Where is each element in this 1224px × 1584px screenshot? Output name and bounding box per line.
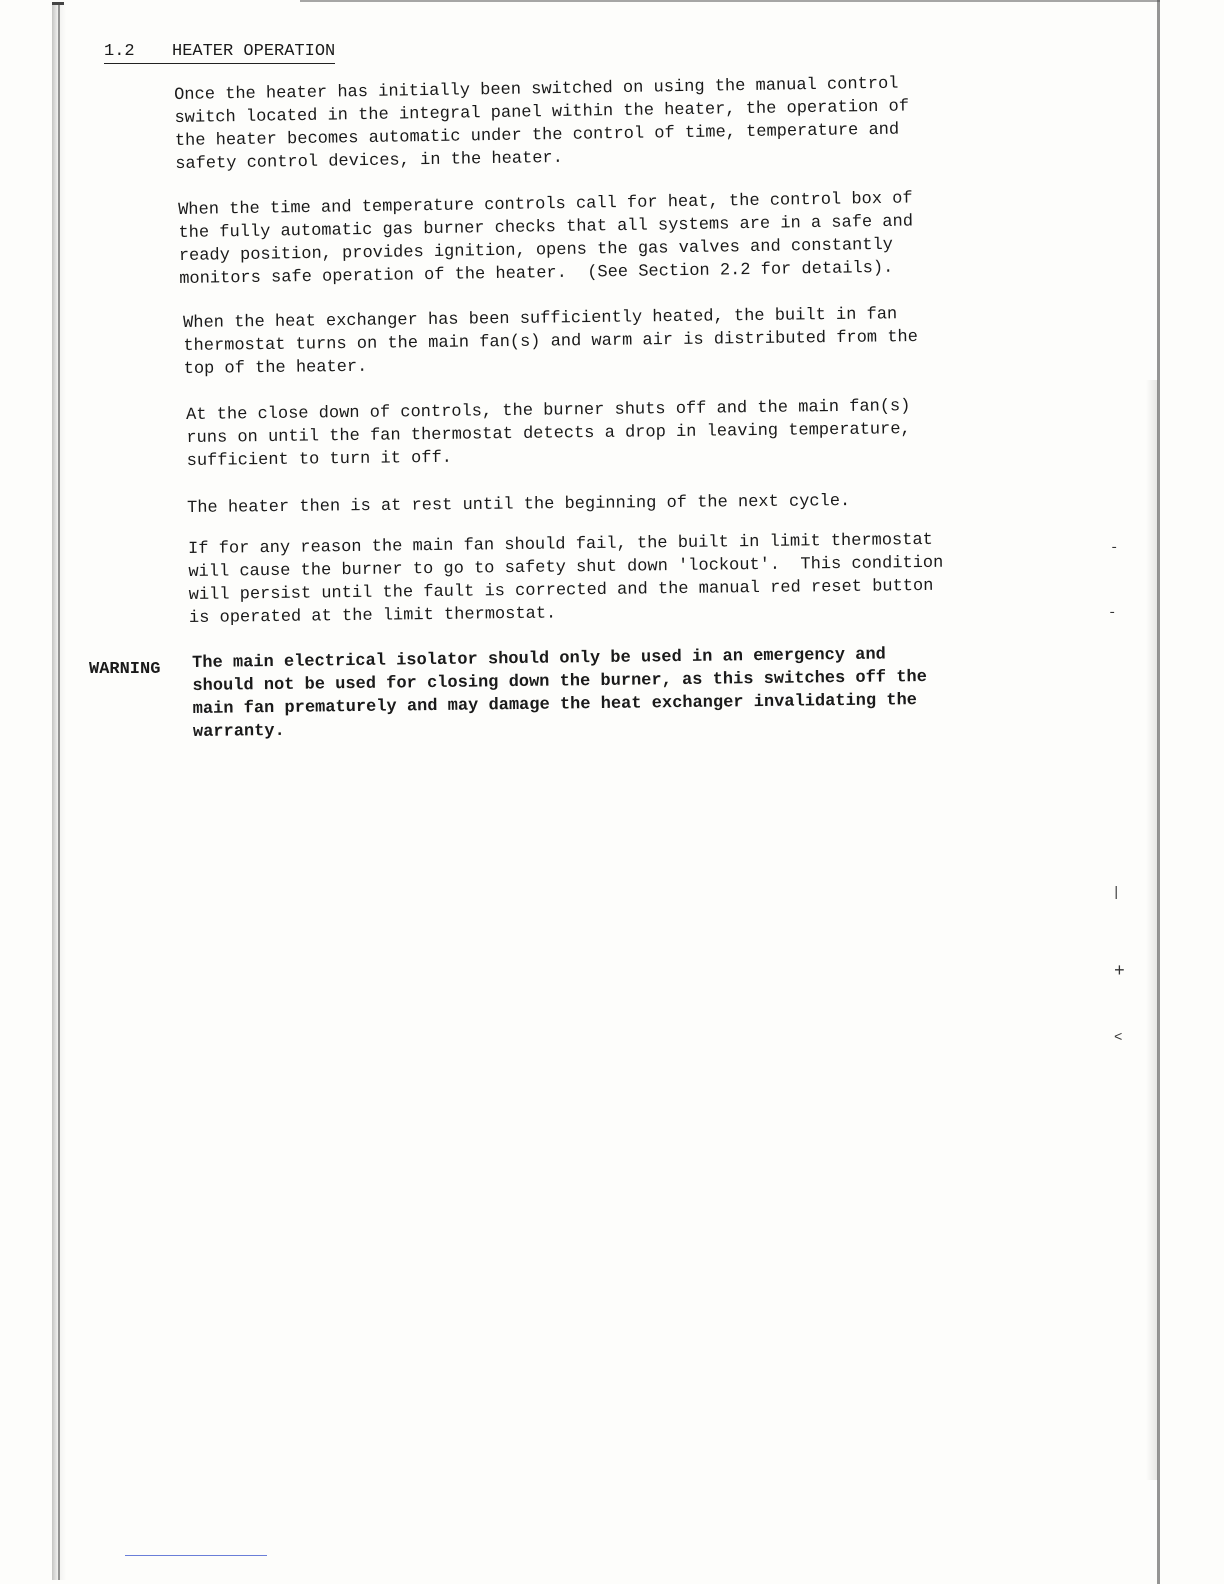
scan-speck: -: [1110, 540, 1119, 556]
section-number: 1.2: [104, 42, 135, 61]
scan-speck: -: [1108, 605, 1117, 621]
section-heading: [104, 42, 335, 64]
scan-top-corner: [52, 2, 64, 5]
scan-speck: +: [1114, 962, 1125, 982]
paragraph-burner-control: When the time and temperature controls call for heat, the control box of the fully automatic gas burner checks that all systems are in a safe and ready position, provides ignition, opens the gas valves and constantly monitors safe operation of the heater. (See Section 2.2 for details).: [178, 189, 914, 289]
paragraph-heater-startup: Once the heater has initially been switched on using the manual control switch located in the integral panel within the heater, the operation of the heater becomes automatic under the control of time, temperature and safety control devices, in the heater.: [174, 74, 910, 174]
scan-left-border: [58, 4, 60, 1580]
scan-bottom-mark: [125, 1555, 267, 1556]
scan-speck: |: [1112, 885, 1121, 901]
scan-right-shade: [1146, 380, 1158, 1480]
section-title: HEATER OPERATION: [172, 42, 336, 61]
warning-text: The main electrical isolator should only be used in an emergency and should not be used for closing down the burner, as this switches off the main fan prematurely and may damage the heat exchanger invalidating the warranty.: [192, 645, 928, 742]
paragraph-fan-failure: If for any reason the main fan should fail, the built in limit thermostat will cause the burner to go to safety shut down 'lockout'. This condition will persist until the fault is corrected and the manual red reset button is operated at the limit thermostat.: [188, 530, 944, 628]
paragraph-close-down: At the close down of controls, the burner shuts off and the main fan(s) runs on until the fan thermostat detects a drop in leaving temperature, sufficient to turn it off.: [186, 397, 911, 471]
paragraph-fan-thermostat: When the heat exchanger has been sufficiently heated, the built in fan thermostat turns on the main fan(s) and warm air is distributed from the top of the heater.: [183, 305, 919, 379]
warning-label: WARNING: [89, 660, 161, 679]
scan-top-border: [300, 0, 1160, 2]
scan-speck: <: [1114, 1030, 1123, 1046]
paragraph-rest-cycle: The heater then is at rest until the beginning of the next cycle.: [187, 492, 851, 518]
